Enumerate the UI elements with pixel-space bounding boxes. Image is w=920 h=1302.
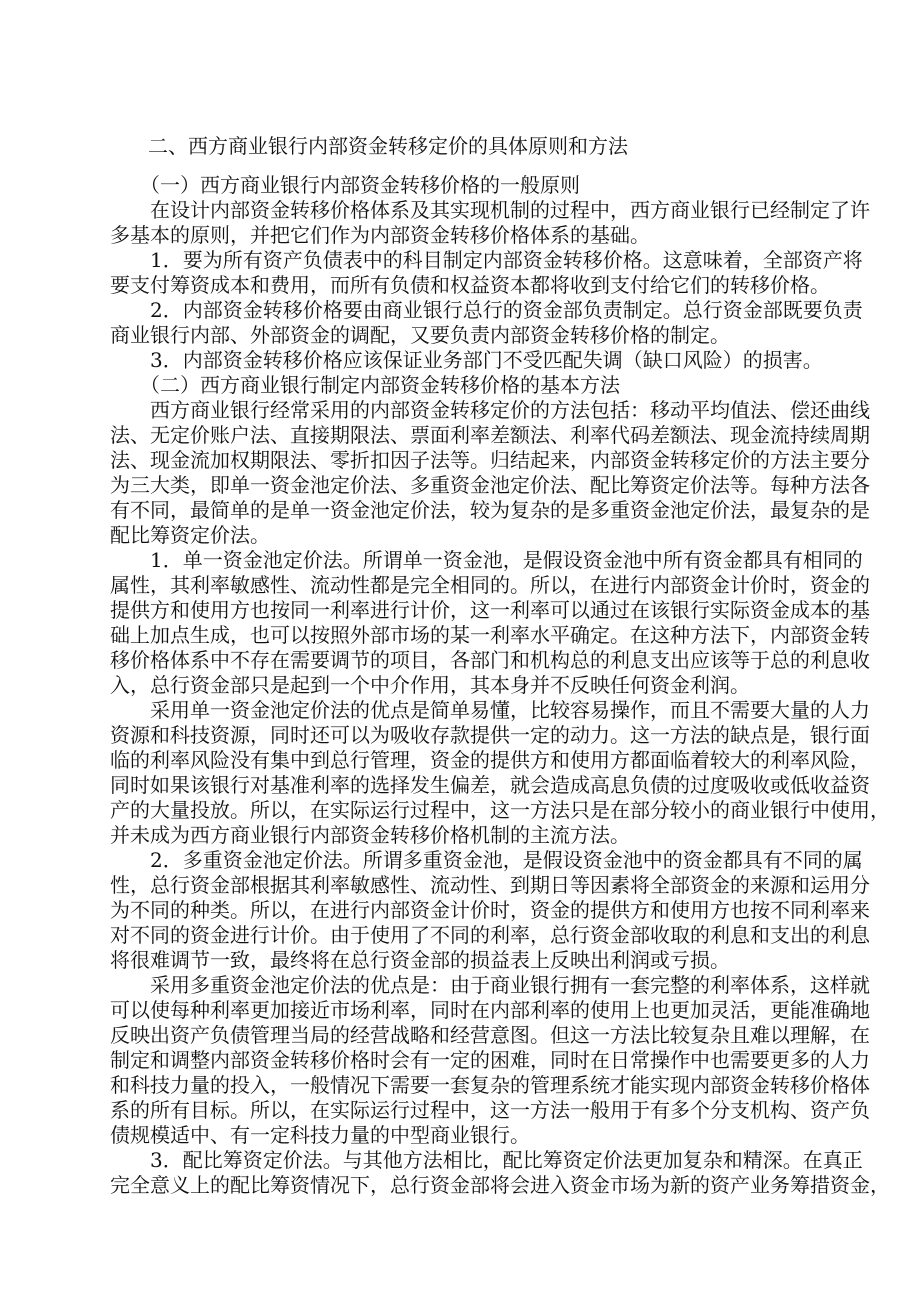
text-line: 采用单一资金池定价法的优点是简单易懂，比较容易操作，而且不需要大量的人力 [150, 698, 870, 722]
text-line: 反映出资产负债管理当局的经营战略和经营意图。但这一方法比较复杂且难以理解，在 [110, 1023, 870, 1047]
text-line: 在设计内部资金转移价格体系及其实现机制的过程中，西方商业银行已经制定了许 [150, 198, 870, 222]
text-line: 同时如果该银行对基准利率的选择发生偏差，就会造成高息负债的过度吸收或低收益资 [110, 773, 870, 797]
paragraph [110, 548, 870, 698]
paragraph [110, 248, 863, 298]
section-heading: 二、西方商业银行内部资金转移定价的具体原则和方法 [148, 134, 628, 158]
text-line: 有不同，最简单的是单一资金池定价法，较为复杂的是多重资金池定价法，最复杂的是 [110, 498, 870, 522]
text-line: 1．单一资金池定价法。所谓单一资金池，是假设资金池中所有资金都具有相同的 [150, 548, 863, 572]
text-line: 债规模适中、有一定科技力量的中型商业银行。 [110, 1123, 530, 1147]
text-line: 入，总行资金部只是起到一个中介作用，其本身并不反映任何资金利润。 [110, 673, 750, 697]
text-line: 3．内部资金转移价格应该保证业务部门不受匹配失调（缺口风险）的损害。 [150, 348, 823, 372]
text-line: 资源和科技资源，同时还可以为吸收存款提供一定的动力。这一方法的缺点是，银行面 [110, 723, 870, 747]
text-line: 3．配比筹资定价法。与其他方法相比，配比筹资定价法更加复杂和精深。在真正 [150, 1148, 863, 1172]
text-line: 系的所有目标。所以，在实际运行过程中，这一方法一般用于有多个分支机构、资产负 [110, 1098, 870, 1122]
text-line: 2．内部资金转移价格要由商业银行总行的资金部负责制定。总行资金部既要负责 [150, 298, 863, 322]
text-line: 法、现金流加权期限法、零折扣因子法等。归结起来，内部资金转移定价的方法主要分 [110, 448, 870, 472]
paragraph [110, 1148, 890, 1198]
text-line: 移价格体系中不存在需要调节的项目，各部门和机构总的利息支出应该等于总的利息收 [110, 648, 870, 672]
text-line: 采用多重资金池定价法的优点是：由于商业银行拥有一套完整的利率体系，这样就 [150, 973, 870, 997]
text-line: 完全意义上的配比筹资情况下，总行资金部将会进入资金市场为新的资产业务筹措资金， [110, 1173, 890, 1197]
text-line: 配比筹资定价法。 [110, 523, 270, 547]
text-line: （一）西方商业银行内部资金转移价格的一般原则 [140, 173, 580, 197]
spacer [110, 159, 830, 173]
text-line: 多基本的原则，并把它们作为内部资金转移价格体系的基础。 [110, 223, 650, 247]
subheading [110, 173, 830, 198]
text-line: 属性，其利率敏感性、流动性都是完全相同的。所以，在进行内部资金计价时，资金的 [110, 573, 870, 597]
text-line: 2．多重资金池定价法。所谓多重资金池，是假设资金池中的资金都具有不同的属 [150, 848, 863, 872]
text-line: 提供方和使用方也按同一利率进行计价，这一利率可以通过在该银行实际资金成本的基 [110, 598, 870, 622]
text-line: 为不同的种类。所以，在进行内部资金计价时，资金的提供方和使用方也按不同利率来 [110, 898, 870, 922]
paragraph [110, 973, 870, 1148]
text-line: 要支付筹资成本和费用，而所有负债和权益资本都将收到支付给它们的转移价格。 [110, 273, 830, 297]
text-line: 西方商业银行经常采用的内部资金转移定价的方法包括：移动平均值法、偿还曲线 [150, 398, 870, 422]
text-line: 和科技力量的投入，一般情况下需要一套复杂的管理系统才能实现内部资金转移价格体 [110, 1073, 870, 1097]
document-page [110, 134, 890, 1198]
text-line: 础上加点生成，也可以按照外部市场的某一利率水平确定。在这种方法下，内部资金转 [110, 623, 870, 647]
text-line: 可以使每种利率更加接近市场利率，同时在内部利率的使用上也更加灵活，更能准确地 [110, 998, 870, 1022]
paragraph [110, 298, 863, 348]
text-line: 1．要为所有资产负债表中的科目制定内部资金转移价格。这意味着，全部资产将 [150, 248, 863, 272]
text-line: 对不同的资金进行计价。由于使用了不同的利率，总行资金部收取的利息和支出的利息 [110, 923, 870, 947]
subheading [110, 373, 830, 398]
document-body [110, 173, 890, 1198]
text-line: 性，总行资金部根据其利率敏感性、流动性、到期日等因素将全部资金的来源和运用分 [110, 873, 870, 897]
paragraph [110, 848, 870, 973]
paragraph [110, 348, 830, 373]
text-line: 商业银行内部、外部资金的调配，又要负责内部资金转移价格的制定。 [110, 323, 730, 347]
text-line: （二）西方商业银行制定内部资金转移价格的基本方法 [140, 373, 620, 397]
paragraph [110, 198, 870, 248]
text-line: 法、无定价账户法、直接期限法、票面利率差额法、利率代码差额法、现金流持续周期 [110, 423, 870, 447]
text-line: 将很难调节一致，最终将在总行资金部的损益表上反映出利润或亏损。 [110, 948, 730, 972]
text-line: 并未成为西方商业银行内部资金转移价格机制的主流方法。 [110, 823, 630, 847]
text-line: 制定和调整内部资金转移价格时会有一定的困难，同时在日常操作中也需要更多的人力 [110, 1048, 870, 1072]
text-line: 为三大类，即单一资金池定价法、多重资金池定价法、配比筹资定价法等。每种方法各 [110, 473, 870, 497]
paragraph [110, 698, 890, 848]
text-line: 临的利率风险没有集中到总行管理，资金的提供方和使用方都面临着较大的利率风险， [110, 748, 870, 772]
text-line: 产的大量投放。所以，在实际运行过程中，这一方法只是在部分较小的商业银行中使用， [110, 798, 890, 822]
paragraph [110, 398, 870, 548]
